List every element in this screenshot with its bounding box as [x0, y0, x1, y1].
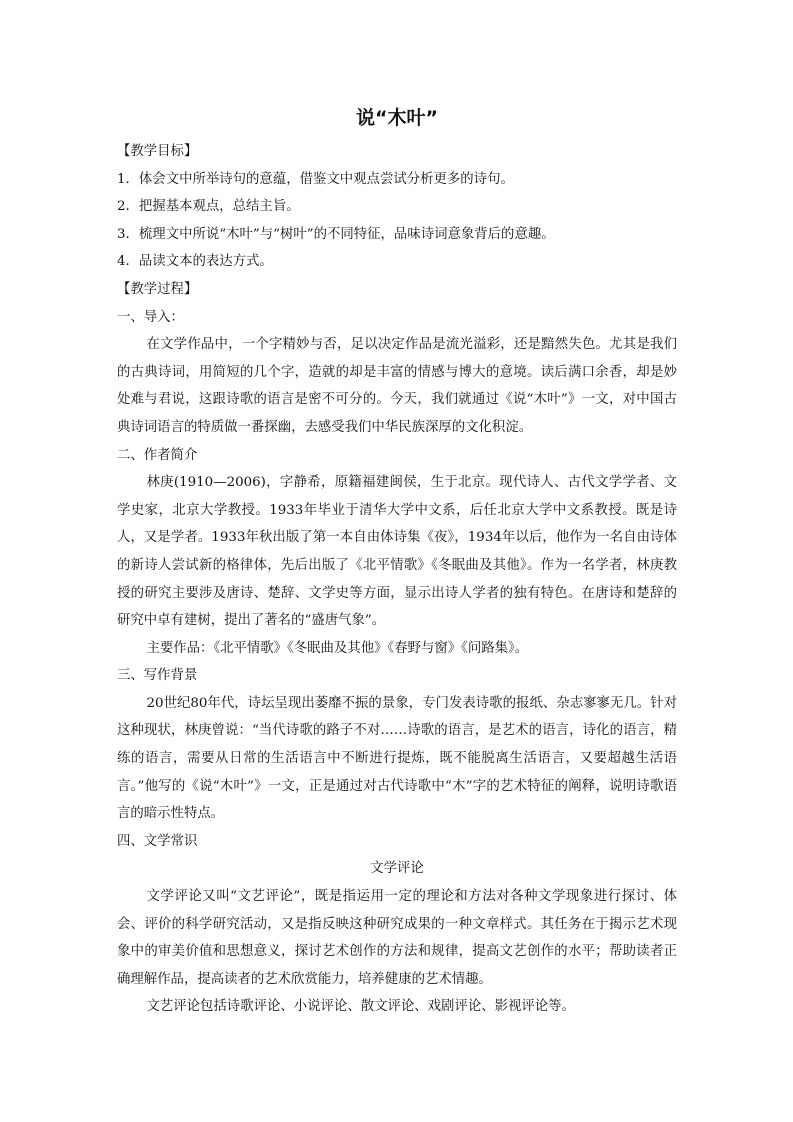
knowledge-subtitle: 文学评论	[370, 861, 424, 877]
knowledge-heading: 四、文学常识	[117, 833, 198, 849]
background-heading: 三、写作背景	[117, 668, 198, 684]
background-paragraph: 20世纪80年代，诗坛呈现出萎靡不振的景象，专门发表诗歌的报纸、杂志寥寥无几。针对这种现状，林庚曾说：“当代诗歌的路子不对……诗歌的语言，是艺术的语言，诗化的语言，精练的语言，需要从日常的生活语言中不断进行提炼，既不能脱离生活语言，又要超越生活语言。”他写的《说“木叶”》一文，正是通过对古代诗歌中“木”字的艺术特征的阐释，说明诗歌语言的暗示性特点。	[117, 695, 677, 822]
goal-item-2: 2．把握基本观点，总结主旨。	[117, 199, 300, 215]
goal-item-1: 1．体会文中所举诗句的意蕴，借鉴文中观点尝试分析更多的诗句。	[117, 171, 514, 187]
document-page	[117, 104, 677, 1021]
knowledge-paragraph-1: 文学评论又叫“文艺评论”，既是指运用一定的理论和方法对各种文学现象进行探讨、体会、评价的科学研究活动，又是指反映这种研究成果的一种文章样式。其任务在于揭示艺术现象中的审美价值和思想意义，探讨艺术创作的方法和规律，提高文艺创作的水平；帮助读者正确理解作品，提高读者的艺术欣赏能力，培养健康的艺术情趣。	[117, 889, 677, 987]
process-heading: 【教学过程】	[117, 281, 198, 297]
goal-item-3: 3．梳理文中所说“木叶”与“树叶”的不同特征，品味诗词意象背后的意趣。	[117, 226, 555, 242]
intro-heading: 一、导入：	[117, 309, 184, 325]
goal-item-4: 4．品读文本的表达方式。	[117, 254, 273, 270]
author-heading: 二、作者简介	[117, 447, 198, 463]
author-works: 主要作品：《北平情歌》《冬眠曲及其他》《春野与窗》《问路集》。	[146, 640, 529, 656]
knowledge-paragraph-2: 文艺评论包括诗歌评论、小说评论、散文评论、戏剧评论、影视评论等。	[146, 999, 575, 1015]
goals-heading: 【教学目标】	[117, 144, 198, 159]
author-paragraph: 林庚(1910—2006)，字静希，原籍福建闽侯，生于北京。现代诗人、古代文学学者、文学史家，北京大学教授。1933年毕业于清华大学中文系，后任北京大学中文系教授。既是诗人，又是学者。1933年秋出版了第一本自由体诗集《夜》，1934年以后，他作为一名自由诗体的新诗人尝试新的格律体，先后出版了《北平情歌》《冬眠曲及其他》。作为一名学者，林庚教授的研究主要涉及唐诗、楚辞、文学史等方面，显示出诗人学者的独有特色。在唐诗和楚辞的研究中卓有建树，提出了著名的“盛唐气象”。	[117, 475, 677, 629]
document-title: 说“木叶”	[356, 107, 438, 129]
intro-paragraph: 在文学作品中，一个字精妙与否，足以决定作品是流光溢彩，还是黯然失色。尤其是我们的古典诗词，用简短的几个字，造就的却是丰富的情感与博大的意境。读后满口余香，却是妙处难与君说，这跟诗歌的语言是密不可分的。今天，我们就通过《说“木叶”》一文，对中国古典诗词语言的特质做一番探幽，去感受我们中华民族深厚的文化积淀。	[117, 337, 677, 435]
